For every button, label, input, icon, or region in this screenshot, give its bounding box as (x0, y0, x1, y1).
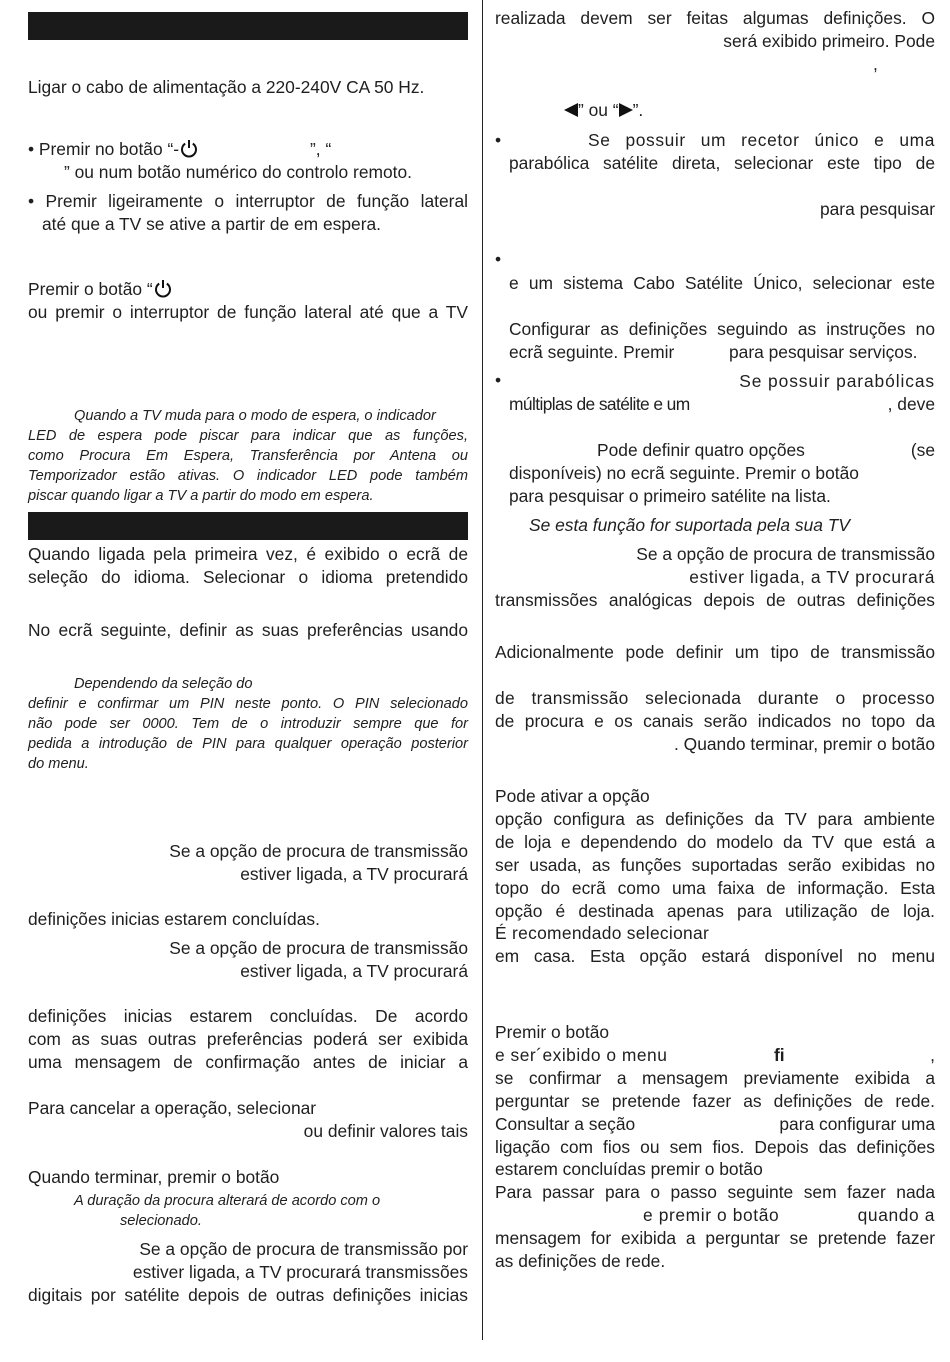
broadcast-type-text: . Quando terminar, premir o botão (674, 734, 935, 754)
bullet-remote-text: ” ou num botão numérico do controlo remoto. (64, 162, 412, 182)
shop-mode-text: É recomendado selecionar (495, 923, 710, 943)
note-standby: piscar quando ligar a TV a partir do modo em espera. (28, 488, 374, 504)
note-duration: A duração da procura alterará de acordo com o (74, 1193, 381, 1209)
bullet-diseqc-text: Se possuir parabólicas (739, 371, 935, 391)
bullet-quote: ”, “ (310, 139, 332, 159)
power-icon (153, 279, 173, 299)
arrow-choice-label: ” ou “ (578, 100, 619, 120)
search-option-text: Se a opção de procura de transmissão (169, 938, 468, 958)
first-install-text: Quando ligada pela primeira vez, é exibido o ecrã de (28, 544, 468, 564)
arrow-choice-text (564, 99, 643, 122)
bullet-direct-text: para pesquisar (819, 199, 935, 219)
network-text: Consultar a seção (495, 1114, 636, 1134)
network-text: quando a (857, 1205, 935, 1225)
bullet-diseqc-text: disponíveis) no ecrã seguinte. Premir o botão (509, 463, 859, 483)
search-option-text: definições inicias estarem concluídas. De acordo (28, 1006, 468, 1026)
shop-mode-text: em casa. Esta opção estará disponível no menu (495, 946, 935, 966)
shop-mode-text: de loja e dependendo do modelo da TV que está a (495, 832, 935, 852)
network-text: as definições de rede. (495, 1251, 666, 1271)
note-standby: Temporizador estão ativas. O indicador LED pode também (28, 468, 468, 484)
note-pin: Dependendo da seleção do (74, 676, 253, 692)
first-install-text: seleção do idioma. Selecionar o idioma pretendido (28, 567, 468, 587)
bullet-diseqc-text: para pesquisar o primeiro satélite na lista. (509, 486, 831, 506)
note-standby: como Procura Em Espera, Transferência por Antena ou (28, 448, 468, 464)
bullet-diseqc-text: , deve (887, 394, 935, 414)
power-icon (179, 139, 199, 159)
arrow-choice-end: ”. (632, 100, 644, 120)
shop-mode-text: topo do ecrã como uma faixa de informação. Esta (495, 878, 935, 898)
bullet-unicable-text: Configurar as definições seguindo as instruções no (509, 319, 935, 339)
bullet-unicable-text: e um sistema Cabo Satélite Único, selecionar este (509, 273, 935, 293)
right-text: realizada devem ser feitas algumas definições. O (495, 8, 935, 28)
network-text: e premir o botão (643, 1205, 780, 1225)
satellite-search-text: digitais por satélite depois de outras definições inicias (28, 1285, 468, 1305)
right-text: será exibido primeiro. Pode (723, 31, 935, 51)
broadcast-type-text: Adicionalmente pode definir um tipo de transmissão (495, 642, 935, 662)
section-header-bar (28, 12, 468, 40)
search-option-text: com as suas outras preferências poderá ser exibida (28, 1029, 468, 1049)
power-supply-text: Ligar o cabo de alimentação a 220-240V CA 50 Hz. (28, 77, 425, 97)
bullet-side-switch-cont: até que a TV se ative a partir de em espera. (42, 214, 381, 234)
network-text: e ser´exibido o menu (495, 1045, 668, 1065)
search-option-text: definições inicias estarem concluídas. (28, 909, 320, 929)
cancel-text: Para cancelar a operação, selecionar (28, 1098, 317, 1118)
bullet-text: • Premir no botão “- (28, 139, 180, 159)
bullet-unicable-text: para pesquisar serviços. (729, 342, 918, 362)
satellite-search-text: estiver ligada, a TV procurará transmissões (132, 1262, 468, 1282)
bullet-diseqc-text: Pode definir quatro opções (597, 440, 805, 460)
note-pin: definir e confirmar um PIN neste ponto. O PIN selecionado (28, 696, 468, 712)
network-text: fi (774, 1045, 785, 1065)
network-text: se confirmar a mensagem previamente exibida a (495, 1068, 935, 1088)
note-pin: do menu. (28, 756, 89, 772)
standby-text-cont: ou premir o interruptor de função lateral até que a TV (28, 302, 468, 322)
note-pin: não pode ser 0000. Tem de o introduzir sempre que for (28, 716, 468, 732)
analog-search-text: Se a opção de procura de transmissão (636, 544, 935, 564)
standby-label: Premir o botão “ (28, 279, 153, 299)
search-option-text: uma mensagem de confirmação antes de iniciar a (28, 1052, 468, 1072)
network-text: perguntar se pretende fazer as definições de rede. (495, 1091, 935, 1111)
network-text: mensagem for exibida a perguntar se pretende fazer (495, 1228, 935, 1248)
note-duration: selecionado. (120, 1213, 202, 1229)
network-text: Para passar para o passo seguinte sem fazer nada (495, 1182, 935, 1202)
note-satellite-support: Se esta função for suportada pela sua TV (529, 515, 850, 535)
note-pin: pedida a introdução de PIN para qualquer operação posterior (28, 736, 468, 752)
search-option-text: estiver ligada, a TV procurará (240, 961, 468, 981)
bullet-diseqc-text: (se (910, 440, 935, 460)
bullet-side-switch: • Premir ligeiramente o interruptor de função lateral (28, 191, 468, 211)
bullet-diseqc-text: múltiplas de satélite e um (509, 394, 690, 414)
network-text: Premir o botão (495, 1022, 610, 1042)
note-standby: Quando a TV muda para o modo de espera, o indicador (74, 408, 436, 424)
shop-mode-text: ser usada, as funções suportadas serão exibidas no (495, 855, 935, 875)
broadcast-type-text: de procura e os canais serão indicados no topo da (495, 711, 935, 731)
done-text: Quando terminar, premir o botão (28, 1167, 280, 1187)
bullet-dot: • (495, 370, 502, 390)
right-text: , (873, 54, 878, 74)
analog-search-text: transmissões analógicas depois de outras definições (495, 590, 935, 610)
left-arrow-icon (564, 103, 578, 117)
next-screen-text: No ecrã seguinte, definir as suas preferências usando (28, 620, 468, 640)
bullet-dot: • (495, 249, 502, 269)
bullet-direct-text: Se possuir um recetor único e uma (588, 130, 935, 150)
column-divider (482, 0, 483, 1340)
bullet-direct-text: parabólica satélite direta, selecionar este tipo de (509, 153, 935, 173)
shop-mode-text: opção configura as definições da TV para ambiente (495, 809, 935, 829)
right-arrow-icon (619, 103, 633, 117)
note-standby: LED de espera pode piscar para indicar que as funções, (28, 428, 468, 444)
search-option-text: estiver ligada, a TV procurará (240, 864, 468, 884)
standby-text (28, 278, 173, 301)
broadcast-type-text: de transmissão selecionada durante o processo (495, 688, 935, 708)
search-option-text: Se a opção de procura de transmissão (169, 841, 468, 861)
analog-search-text: estiver ligada, a TV procurará (689, 567, 935, 587)
bullet-dot: • (495, 130, 502, 150)
section-header-bar (28, 512, 468, 540)
shop-mode-text: Pode ativar a opção (495, 786, 650, 806)
shop-mode-text: opção é destinada apenas para utilização de loja. (495, 901, 935, 921)
satellite-search-text: Se a opção de procura de transmissão por (139, 1239, 468, 1259)
network-text: para configurar uma (779, 1114, 935, 1134)
network-text: estarem concluídas premir o botão (495, 1159, 763, 1179)
network-text: , (930, 1045, 935, 1065)
network-text: ligação com fios ou sem fios. Depois das definições (495, 1137, 935, 1157)
bullet-premir (28, 138, 199, 161)
bullet-unicable-text: ecrã seguinte. Premir (509, 342, 675, 362)
cancel-text: ou definir valores tais (303, 1121, 468, 1141)
